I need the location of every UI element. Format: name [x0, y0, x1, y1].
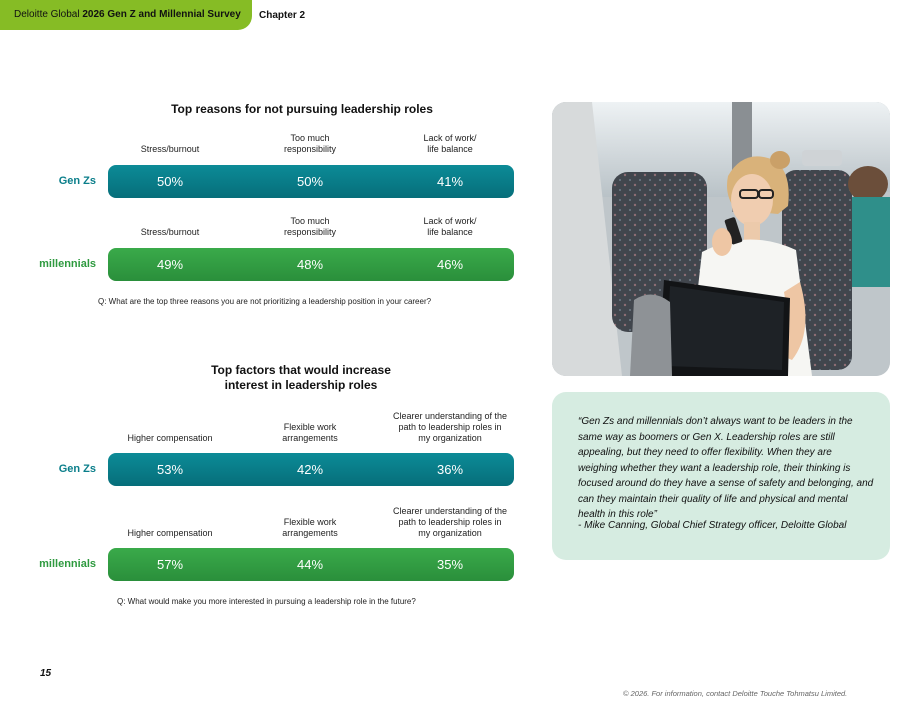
section1-genz-col3: Lack of work/ life balance: [423, 133, 477, 154]
copyright-notice: © 2026. For information, contact Deloitte Touche Tohmatsu Limited.: [623, 689, 848, 698]
quote-text: “Gen Zs and millennials don’t always want to be leaders in the same way as boomers or Gen X. Leadership roles are still appealing, but they need to offer flexibility. When they are weighing whether they want a leadership role, their thinking is focused around do they have a sense of safety and belonging, and can they maintain their quality of life and physical and mental health in this role”: [578, 416, 874, 520]
header-title: [14, 9, 241, 20]
section1-mill-col1: Stress/burnout: [140, 227, 200, 237]
section2-genz-value-3: 36%: [436, 462, 464, 477]
section1-genz-bar: [108, 165, 514, 198]
section1-mill-col2: Too much responsibility: [283, 216, 337, 237]
section2-mill-value-2: 44%: [296, 557, 324, 572]
header-brand: Deloitte Global: [14, 9, 80, 20]
section1-mill-value-1: 49%: [156, 257, 184, 272]
section1-millennials-label: millennials: [39, 258, 96, 270]
chapter-label: Chapter 2: [259, 10, 306, 21]
section2-mill-col1: Higher compensation: [127, 528, 213, 538]
section2-millennials-bar: [108, 548, 514, 581]
quote-box: [552, 392, 890, 560]
section1-genz-value-3: 41%: [436, 174, 464, 189]
section1-title: Top reasons for not pursuing leadership roles: [171, 102, 433, 116]
section1-mill-col3: Lack of work/ life balance: [423, 216, 477, 237]
section1-millennials-bar: [108, 248, 514, 281]
section2-genz-value-2: 42%: [296, 462, 324, 477]
section1-genz-col1: Stress/burnout: [140, 144, 200, 154]
section1-question: Q: What are the top three reasons you are not prioritizing a leadership position in your career?: [98, 297, 432, 306]
section1-genz-label: Gen Zs: [58, 175, 96, 187]
section2-mill-value-3: 35%: [436, 557, 464, 572]
header-tab: [0, 0, 252, 30]
header-report-title: 2026 Gen Z and Millennial Survey: [82, 9, 241, 20]
section1-mill-value-2: 48%: [296, 257, 324, 272]
section1-genz-value-1: 50%: [156, 174, 184, 189]
section2-genz-bar: [108, 453, 514, 486]
woman-on-train-photo: [552, 102, 890, 376]
section1-mill-value-3: 46%: [436, 257, 464, 272]
section2-genz-label: Gen Zs: [58, 463, 96, 475]
section2-genz-col1: Higher compensation: [127, 433, 213, 443]
section1-genz-col2: Too much responsibility: [283, 133, 337, 154]
section2-title: Top factors that would increase interest in leadership roles: [211, 363, 391, 392]
section2-mill-col2: Flexible work arrangements: [282, 517, 338, 538]
page-number: 15: [40, 668, 52, 679]
section2-genz-col2: Flexible work arrangements: [282, 422, 338, 443]
section2-question: Q: What would make you more interested in pursuing a leadership role in the future?: [117, 597, 416, 606]
quote-attribution: - Mike Canning, Global Chief Strategy officer, Deloitte Global: [578, 520, 847, 531]
section2-genz-col3: Clearer understanding of the path to leadership roles in my organization: [392, 411, 508, 443]
section2-mill-col3: Clearer understanding of the path to leadership roles in my organization: [392, 506, 508, 538]
section1-genz-value-2: 50%: [296, 174, 324, 189]
section2-millennials-label: millennials: [39, 558, 96, 570]
section2-mill-value-1: 57%: [156, 557, 184, 572]
section2-genz-value-1: 53%: [156, 462, 184, 477]
